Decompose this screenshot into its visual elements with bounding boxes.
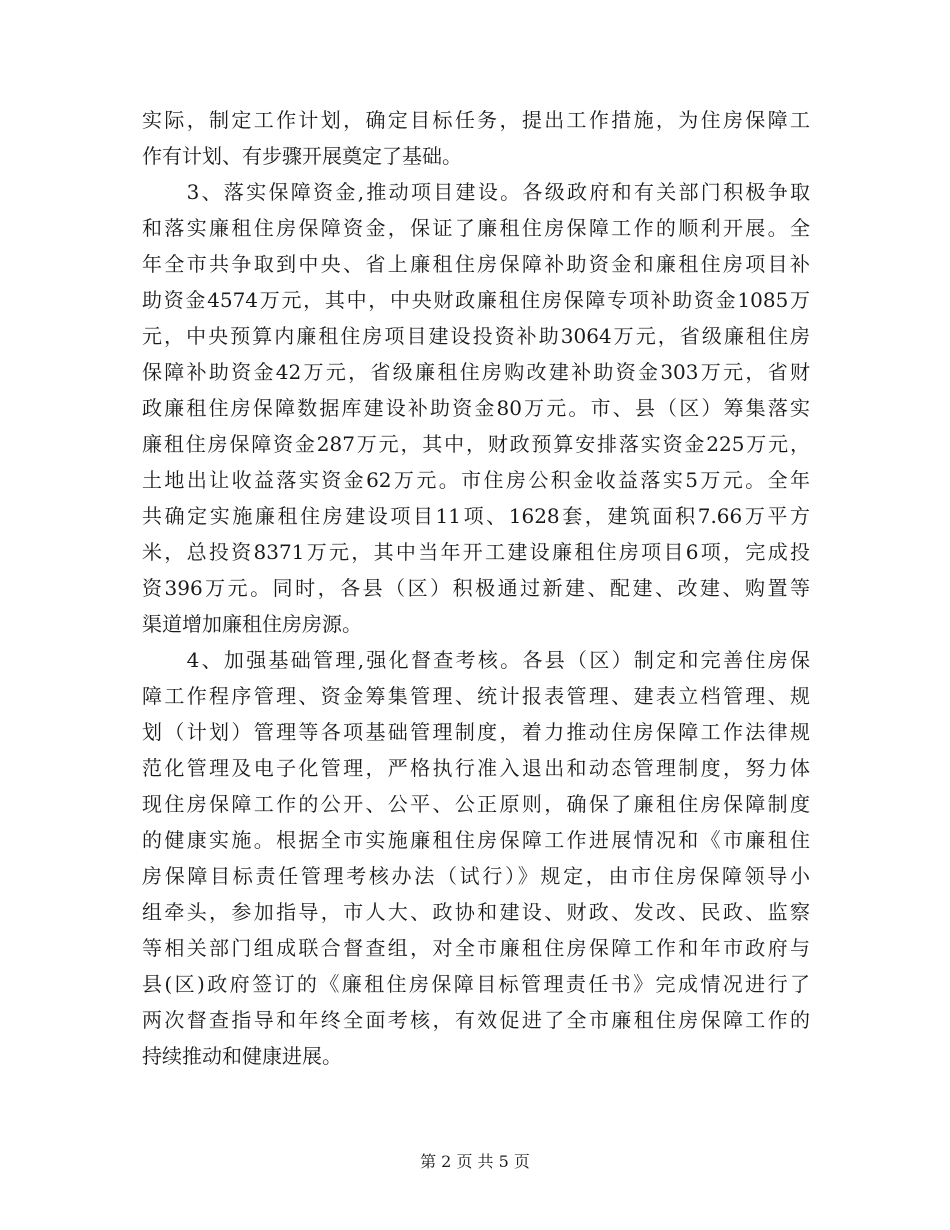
text-line: 作有计划、有步骤开展奠定了基础。	[142, 144, 462, 168]
text-line: 房保障目标责任管理考核办法（试行）》规定，由市住房保障领导小	[142, 864, 810, 888]
page-footer	[0, 1151, 950, 1173]
text-line: 助资金4574万元，其中，中央财政廉租住房保障专项补助资金1085万	[142, 288, 810, 312]
text-line: 实际，制定工作计划，确定目标任务，提出工作措施，为住房保障工	[142, 108, 810, 132]
page-number-label: 第 2 页 共 5 页	[420, 1152, 530, 1171]
text-line: 资396万元。同时，各县（区）积极通过新建、配建、改建、购置等	[142, 576, 810, 600]
text-line: 等相关部门组成联合督查组，对全市廉租住房保障工作和年市政府与	[142, 936, 810, 960]
text-line: 3、落实保障资金,推动项目建设。各级政府和有关部门积极争取	[142, 180, 810, 204]
text-line: 政廉租住房保障数据库建设补助资金80万元。市、县（区）筹集落实	[142, 396, 810, 420]
text-line: 的健康实施。根据全市实施廉租住房保障工作进展情况和《市廉租住	[142, 828, 810, 852]
text-line: 和落实廉租住房保障资金，保证了廉租住房保障工作的顺利开展。全	[142, 216, 810, 240]
text-line: 米，总投资8371万元，其中当年开工建设廉租住房项目6项，完成投	[142, 540, 810, 564]
text-line: 现住房保障工作的公开、公平、公正原则，确保了廉租住房保障制度	[142, 792, 810, 816]
body-text	[142, 102, 810, 1074]
text-line: 县(区)政府签订的《廉租住房保障目标管理责任书》完成情况进行了	[142, 972, 810, 996]
text-line: 障工作程序管理、资金筹集管理、统计报表管理、建表立档管理、规	[142, 684, 810, 708]
text-line: 廉租住房保障资金287万元，其中，财政预算安排落实资金225万元，	[142, 432, 810, 456]
text-line: 渠道增加廉租住房房源。	[142, 612, 362, 636]
text-line: 持续推动和健康进展。	[142, 1044, 342, 1068]
text-line: 共确定实施廉租住房建设项目11项、1628套，建筑面积7.66万平方	[142, 504, 810, 528]
text-line: 保障补助资金42万元，省级廉租住房购改建补助资金303万元，省财	[142, 360, 810, 384]
text-line: 土地出让收益落实资金62万元。市住房公积金收益落实5万元。全年	[142, 468, 810, 492]
text-line: 范化管理及电子化管理，严格执行准入退出和动态管理制度，努力体	[142, 756, 810, 780]
text-line: 两次督查指导和年终全面考核，有效促进了全市廉租住房保障工作的	[142, 1008, 810, 1032]
text-line: 4、加强基础管理,强化督查考核。各县（区）制定和完善住房保	[142, 648, 810, 672]
text-line: 划（计划）管理等各项基础管理制度，着力推动住房保障工作法律规	[142, 720, 810, 744]
text-line: 元，中央预算内廉租住房项目建设投资补助3064万元，省级廉租住房	[142, 324, 810, 348]
text-line: 年全市共争取到中央、省上廉租住房保障补助资金和廉租住房项目补	[142, 252, 810, 276]
text-line: 组牵头，参加指导，市人大、政协和建设、财政、发改、民政、监察	[142, 900, 810, 924]
